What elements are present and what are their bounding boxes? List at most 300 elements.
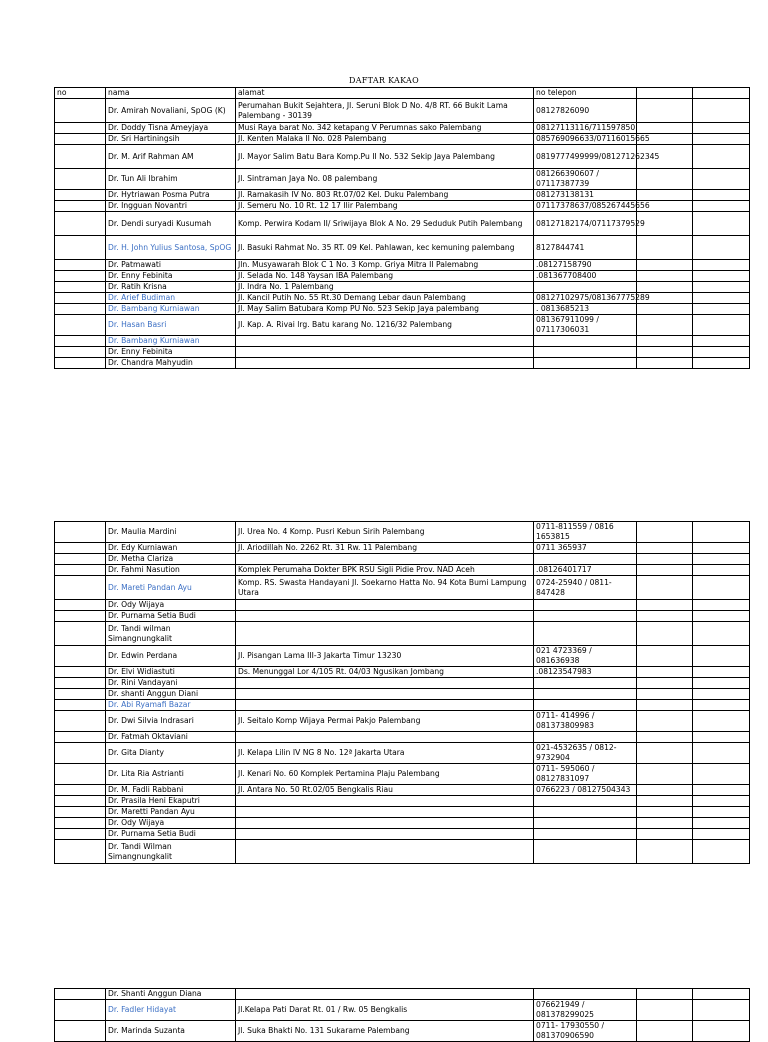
empty-cell xyxy=(637,554,693,565)
name-cell: Dr. Dendi suryadi Kusumah xyxy=(106,212,236,236)
table-row xyxy=(55,1021,750,1042)
address-cell: Komp. RS. Swasta Handayani Jl. Soekarno Hatta No. 94 Kota Bumi Lampung Utara xyxy=(236,576,534,600)
phone-cell: 8127844741 xyxy=(534,236,637,260)
phone-cell: 076621949 / 081378299025 xyxy=(534,1000,637,1021)
empty-cell xyxy=(693,88,750,99)
name-cell: Dr. Maretti Pandan Ayu xyxy=(106,807,236,818)
name-cell: Dr. Hytriawan Posma Putra xyxy=(106,190,236,201)
phone-cell xyxy=(534,600,637,611)
phone-cell: 081367911099 / 07117306031 xyxy=(534,315,637,336)
no-cell xyxy=(55,304,106,315)
no-cell xyxy=(55,711,106,732)
phone-cell: 07117378637/085267445656 xyxy=(534,201,637,212)
empty-cell xyxy=(637,611,693,622)
phone-cell: 0711- 414996 / 081373809983 xyxy=(534,711,637,732)
empty-cell xyxy=(637,678,693,689)
table-row xyxy=(55,212,750,236)
empty-cell xyxy=(637,576,693,600)
no-cell xyxy=(55,1000,106,1021)
no-cell xyxy=(55,260,106,271)
empty-cell xyxy=(637,282,693,293)
phone-cell: .08126401717 xyxy=(534,565,637,576)
no-cell xyxy=(55,764,106,785)
phone-cell: 0711- 595060 / 08127831097 xyxy=(534,764,637,785)
address-cell xyxy=(236,829,534,840)
name-cell: Dr. Arief Budiman xyxy=(106,293,236,304)
table-row xyxy=(55,201,750,212)
empty-cell xyxy=(693,123,750,134)
empty-cell xyxy=(637,336,693,347)
empty-cell xyxy=(693,1000,750,1021)
empty-cell xyxy=(693,565,750,576)
empty-cell xyxy=(637,711,693,732)
address-cell: Komp. Perwira Kodam II/ Sriwijaya Blok A No. 29 Seduduk Putih Palembang xyxy=(236,212,534,236)
table-row xyxy=(55,123,750,134)
name-cell: Dr. Sri Hartiningsih xyxy=(106,134,236,145)
name-cell: Dr. Enny Febinita xyxy=(106,271,236,282)
empty-cell xyxy=(637,304,693,315)
table-row xyxy=(55,818,750,829)
no-cell xyxy=(55,99,106,123)
empty-cell xyxy=(693,576,750,600)
address-cell xyxy=(236,554,534,565)
empty-cell xyxy=(637,565,693,576)
name-cell: Dr. Hasan Basri xyxy=(106,315,236,336)
table-row xyxy=(55,1000,750,1021)
no-cell xyxy=(55,600,106,611)
address-cell: Jl. Kap. A. Rivai lrg. Batu karang No. 1216/32 Palembang xyxy=(236,315,534,336)
address-cell: Jl. Antara No. 50 Rt.02/05 Bengkalis Riau xyxy=(236,785,534,796)
phone-cell xyxy=(534,622,637,646)
no-cell xyxy=(55,796,106,807)
empty-cell xyxy=(637,796,693,807)
empty-cell xyxy=(693,646,750,667)
empty-cell xyxy=(637,764,693,785)
phone-cell xyxy=(534,347,637,358)
no-cell xyxy=(55,611,106,622)
document-title: DAFTAR KAKAO xyxy=(348,76,419,85)
address-cell: Jl. Ramakasih IV No. 803 Rt.07/02 Kel. Duku Palembang xyxy=(236,190,534,201)
table-row xyxy=(55,764,750,785)
phone-cell xyxy=(534,840,637,864)
phone-cell xyxy=(534,554,637,565)
address-cell: Komplek Perumaha Dokter BPK RSU Sigli Pidie Prov. NAD Aceh xyxy=(236,565,534,576)
address-cell: Jl.Kelapa Pati Darat Rt. 01 / Rw. 05 Bengkalis xyxy=(236,1000,534,1021)
no-cell xyxy=(55,818,106,829)
table-row xyxy=(55,293,750,304)
phone-cell: 08127113116/711597850 xyxy=(534,123,637,134)
empty-cell xyxy=(693,145,750,169)
table-row xyxy=(55,743,750,764)
empty-cell xyxy=(693,522,750,543)
no-cell xyxy=(55,134,106,145)
empty-cell xyxy=(693,989,750,1000)
empty-cell xyxy=(693,282,750,293)
no-cell xyxy=(55,840,106,864)
address-cell xyxy=(236,796,534,807)
phone-cell xyxy=(534,678,637,689)
phone-cell xyxy=(534,336,637,347)
name-cell: Dr. Rini Vandayani xyxy=(106,678,236,689)
name-cell: Dr. Elvi Widiastuti xyxy=(106,667,236,678)
name-cell: Dr. Purnama Setia Budi xyxy=(106,611,236,622)
no-cell xyxy=(55,807,106,818)
no-cell xyxy=(55,315,106,336)
no-cell xyxy=(55,347,106,358)
empty-cell xyxy=(637,689,693,700)
empty-cell xyxy=(693,201,750,212)
name-cell: Dr. Fatmah Oktaviani xyxy=(106,732,236,743)
table-row xyxy=(55,646,750,667)
empty-cell xyxy=(637,236,693,260)
no-cell xyxy=(55,293,106,304)
empty-cell xyxy=(693,190,750,201)
address-cell: Jl. Selada No. 148 Yaysan IBA Palembang xyxy=(236,271,534,282)
address-cell: Jl. Suka Bhakti No. 131 Sukarame Palembang xyxy=(236,1021,534,1042)
no-cell xyxy=(55,989,106,1000)
contacts-table-3 xyxy=(54,988,750,1042)
empty-cell xyxy=(637,807,693,818)
empty-cell xyxy=(693,700,750,711)
address-cell xyxy=(236,818,534,829)
empty-cell xyxy=(637,622,693,646)
phone-cell: 0711- 17930550 / 081370906590 xyxy=(534,1021,637,1042)
table-row xyxy=(55,554,750,565)
table-row xyxy=(55,282,750,293)
empty-cell xyxy=(693,212,750,236)
table-row xyxy=(55,260,750,271)
empty-cell xyxy=(693,236,750,260)
table-row xyxy=(55,732,750,743)
no-cell xyxy=(55,667,106,678)
empty-cell xyxy=(637,358,693,369)
address-cell: Jl. Semeru No. 10 Rt. 12 17 Ilir Palembang xyxy=(236,201,534,212)
table-row xyxy=(55,236,750,260)
table-row xyxy=(55,315,750,336)
address-cell xyxy=(236,358,534,369)
address-cell: Jl. Pisangan Lama III-3 Jakarta Timur 13230 xyxy=(236,646,534,667)
no-cell xyxy=(55,700,106,711)
phone-cell: 085769096633/07116015665 xyxy=(534,134,637,145)
address-cell: Jln. Musyawarah Blok C 1 No. 3 Komp. Griya Mitra II Palemabng xyxy=(236,260,534,271)
name-cell: Dr. Edwin Perdana xyxy=(106,646,236,667)
empty-cell xyxy=(637,169,693,190)
empty-cell xyxy=(637,829,693,840)
no-cell xyxy=(55,743,106,764)
table-row xyxy=(55,543,750,554)
table-row xyxy=(55,689,750,700)
empty-cell xyxy=(693,807,750,818)
empty-cell xyxy=(693,336,750,347)
empty-cell xyxy=(637,818,693,829)
empty-cell xyxy=(637,347,693,358)
phone-cell: 0711-811559 / 0816 1653815 xyxy=(534,522,637,543)
name-cell: Dr. shanti Anggun Diani xyxy=(106,689,236,700)
phone-cell xyxy=(534,611,637,622)
phone-cell: 081273138131 xyxy=(534,190,637,201)
table-row xyxy=(55,522,750,543)
address-cell: Jl. Indra No. 1 Palembang xyxy=(236,282,534,293)
name-cell: Dr. Bambang Kurniawan xyxy=(106,304,236,315)
table-row xyxy=(55,336,750,347)
empty-cell xyxy=(693,358,750,369)
name-cell: Dr. Prasila Heni Ekaputri xyxy=(106,796,236,807)
empty-cell xyxy=(693,829,750,840)
phone-cell xyxy=(534,989,637,1000)
name-cell: Dr. Mareti Pandan Ayu xyxy=(106,576,236,600)
empty-cell xyxy=(637,315,693,336)
name-cell: Dr. Chandra Mahyudin xyxy=(106,358,236,369)
empty-cell xyxy=(693,622,750,646)
address-cell xyxy=(236,336,534,347)
empty-cell xyxy=(693,260,750,271)
phone-cell: 021 4723369 / 081636938 xyxy=(534,646,637,667)
address-cell: Jl. Ariodillah No. 2262 Rt. 31 Rw. 11 Palembang xyxy=(236,543,534,554)
phone-cell xyxy=(534,358,637,369)
no-cell xyxy=(55,201,106,212)
phone-cell: 0724-25940 / 0811-847428 xyxy=(534,576,637,600)
phone-cell: 0711 365937 xyxy=(534,543,637,554)
table-row xyxy=(55,711,750,732)
phone-cell xyxy=(534,807,637,818)
no-cell xyxy=(55,145,106,169)
empty-cell xyxy=(693,1021,750,1042)
header-no: no xyxy=(55,88,106,99)
empty-cell xyxy=(637,600,693,611)
empty-cell xyxy=(693,840,750,864)
phone-cell xyxy=(534,818,637,829)
name-cell: Dr. Amirah Novaliani, SpOG (K) xyxy=(106,99,236,123)
empty-cell xyxy=(693,169,750,190)
no-cell xyxy=(55,829,106,840)
no-cell xyxy=(55,236,106,260)
table-row xyxy=(55,134,750,145)
address-cell xyxy=(236,622,534,646)
empty-cell xyxy=(693,543,750,554)
phone-cell: 081266390607 / 07117387739 xyxy=(534,169,637,190)
name-cell: Dr. Purnama Setia Budi xyxy=(106,829,236,840)
phone-cell xyxy=(534,689,637,700)
empty-cell xyxy=(693,293,750,304)
empty-cell xyxy=(693,689,750,700)
header-row xyxy=(55,88,750,99)
address-cell: Jl. Urea No. 4 Komp. Pusri Kebun Sirih Palembang xyxy=(236,522,534,543)
name-cell: Dr. H. John Yulius Santosa, SpOG xyxy=(106,236,236,260)
name-cell: Dr. Tandi Wilman Simangnungkalit xyxy=(106,840,236,864)
no-cell xyxy=(55,678,106,689)
address-cell xyxy=(236,611,534,622)
name-cell: Dr. Metha Clariza xyxy=(106,554,236,565)
name-cell: Dr. Maulia Mardini xyxy=(106,522,236,543)
no-cell xyxy=(55,522,106,543)
table-row xyxy=(55,989,750,1000)
no-cell xyxy=(55,543,106,554)
empty-cell xyxy=(693,764,750,785)
name-cell: Dr. Dwi Silvia Indrasari xyxy=(106,711,236,732)
empty-cell xyxy=(637,123,693,134)
table-row xyxy=(55,565,750,576)
phone-cell: .081367708400 xyxy=(534,271,637,282)
address-cell: Jl. Sintraman Jaya No. 08 palembang xyxy=(236,169,534,190)
empty-cell xyxy=(693,796,750,807)
phone-cell: 021-4532635 / 0812-9732904 xyxy=(534,743,637,764)
table-row xyxy=(55,190,750,201)
empty-cell xyxy=(693,600,750,611)
table-row xyxy=(55,358,750,369)
empty-cell xyxy=(637,1021,693,1042)
no-cell xyxy=(55,190,106,201)
no-cell xyxy=(55,282,106,293)
table-row xyxy=(55,667,750,678)
empty-cell xyxy=(693,678,750,689)
no-cell xyxy=(55,1021,106,1042)
address-cell xyxy=(236,700,534,711)
empty-cell xyxy=(637,732,693,743)
no-cell xyxy=(55,646,106,667)
address-cell: Jl. Kenten Malaka II No. 028 Palembang xyxy=(236,134,534,145)
empty-cell xyxy=(637,190,693,201)
no-cell xyxy=(55,336,106,347)
empty-cell xyxy=(693,785,750,796)
no-cell xyxy=(55,622,106,646)
name-cell: Dr. Lita Ria Astrianti xyxy=(106,764,236,785)
phone-cell xyxy=(534,282,637,293)
empty-cell xyxy=(693,554,750,565)
contacts-table-1 xyxy=(54,87,750,369)
contacts-table-2 xyxy=(54,521,750,864)
address-cell xyxy=(236,807,534,818)
empty-cell xyxy=(637,99,693,123)
empty-cell xyxy=(637,260,693,271)
name-cell: Dr. Ingguan Novantri xyxy=(106,201,236,212)
address-cell: Jl. Mayor Salim Batu Bara Komp.Pu II No. 532 Sekip Jaya Palembang xyxy=(236,145,534,169)
empty-cell xyxy=(693,271,750,282)
address-cell xyxy=(236,732,534,743)
phone-cell xyxy=(534,732,637,743)
address-cell: Jl. Basuki Rahmat No. 35 RT. 09 Kel. Pahlawan, kec kemuning palembang xyxy=(236,236,534,260)
table-row xyxy=(55,271,750,282)
empty-cell xyxy=(637,700,693,711)
empty-cell xyxy=(637,785,693,796)
table-row xyxy=(55,145,750,169)
table-row xyxy=(55,169,750,190)
empty-cell xyxy=(637,88,693,99)
empty-cell xyxy=(693,134,750,145)
name-cell: Dr. Bambang Kurniawan xyxy=(106,336,236,347)
no-cell xyxy=(55,271,106,282)
no-cell xyxy=(55,554,106,565)
address-cell xyxy=(236,989,534,1000)
table-row xyxy=(55,829,750,840)
name-cell: Dr. Tun Ali Ibrahim xyxy=(106,169,236,190)
no-cell xyxy=(55,785,106,796)
no-cell xyxy=(55,565,106,576)
table-row xyxy=(55,807,750,818)
header-alamat: alamat xyxy=(236,88,534,99)
table-row xyxy=(55,840,750,864)
address-cell: Musi Raya barat No. 342 ketapang V Perumnas sako Palembang xyxy=(236,123,534,134)
empty-cell xyxy=(693,711,750,732)
address-cell: Jl. May Salim Batubara Komp PU No. 523 Sekip Jaya palembang xyxy=(236,304,534,315)
table-row xyxy=(55,99,750,123)
header-nama: nama xyxy=(106,88,236,99)
table-row xyxy=(55,600,750,611)
address-cell: Jl. Kancil Putih No. 55 Rt.30 Demang Lebar daun Palembang xyxy=(236,293,534,304)
table-row xyxy=(55,785,750,796)
address-cell: Jl. Kelapa Lilin IV NG 8 No. 12ª Jakarta Utara xyxy=(236,743,534,764)
empty-cell xyxy=(693,667,750,678)
phone-cell: 0819777499999/081271262345 xyxy=(534,145,637,169)
phone-cell: .08123547983 xyxy=(534,667,637,678)
address-cell: Perumahan Bukit Sejahtera, Jl. Seruni Blok D No. 4/8 RT. 66 Bukit Lama Palembang - 30139 xyxy=(236,99,534,123)
address-cell xyxy=(236,689,534,700)
empty-cell xyxy=(637,646,693,667)
empty-cell xyxy=(693,611,750,622)
empty-cell xyxy=(693,315,750,336)
empty-cell xyxy=(637,840,693,864)
empty-cell xyxy=(693,304,750,315)
table-row xyxy=(55,347,750,358)
phone-cell: 08127102975/081367775289 xyxy=(534,293,637,304)
table-row xyxy=(55,622,750,646)
name-cell: Dr. Ratih Krisna xyxy=(106,282,236,293)
name-cell: Dr. Ody Wijaya xyxy=(106,818,236,829)
phone-cell: . 0813685213 xyxy=(534,304,637,315)
table-row xyxy=(55,678,750,689)
name-cell: Dr. M. Fadli Rabbani xyxy=(106,785,236,796)
phone-cell: .08127158790 xyxy=(534,260,637,271)
no-cell xyxy=(55,169,106,190)
no-cell xyxy=(55,212,106,236)
no-cell xyxy=(55,123,106,134)
name-cell: Dr. Ody Wijaya xyxy=(106,600,236,611)
name-cell: Dr. Tandi wilman Simangnungkalit xyxy=(106,622,236,646)
empty-cell xyxy=(693,818,750,829)
empty-cell xyxy=(637,543,693,554)
empty-cell xyxy=(693,732,750,743)
address-cell: Jl. Kenari No. 60 Komplek Pertamina Plaju Palembang xyxy=(236,764,534,785)
no-cell xyxy=(55,576,106,600)
empty-cell xyxy=(637,271,693,282)
address-cell xyxy=(236,600,534,611)
table-row xyxy=(55,304,750,315)
name-cell: Dr. Fadler Hidayat xyxy=(106,1000,236,1021)
name-cell: Dr. Doddy Tisna Ameyjaya xyxy=(106,123,236,134)
table-row xyxy=(55,796,750,807)
empty-cell xyxy=(693,347,750,358)
name-cell: Dr. Abi Ryamafi Bazar xyxy=(106,700,236,711)
empty-cell xyxy=(637,743,693,764)
name-cell: Dr. Enny Febinita xyxy=(106,347,236,358)
no-cell xyxy=(55,689,106,700)
name-cell: Dr. Patmawati xyxy=(106,260,236,271)
empty-cell xyxy=(637,989,693,1000)
no-cell xyxy=(55,732,106,743)
name-cell: Dr. Fahmi Nasution xyxy=(106,565,236,576)
empty-cell xyxy=(637,1000,693,1021)
name-cell: Dr. Marinda Suzanta xyxy=(106,1021,236,1042)
address-cell: Jl. Seitalo Komp Wijaya Permai Pakjo Palembang xyxy=(236,711,534,732)
empty-cell xyxy=(637,667,693,678)
table-row xyxy=(55,611,750,622)
phone-cell: 08127182174/07117379529 xyxy=(534,212,637,236)
phone-cell xyxy=(534,700,637,711)
name-cell: Dr. Shanti Anggun Diana xyxy=(106,989,236,1000)
phone-cell xyxy=(534,829,637,840)
table-row xyxy=(55,576,750,600)
address-cell: Ds. Menunggal Lor 4/105 Rt. 04/03 Ngusikan Jombang xyxy=(236,667,534,678)
empty-cell xyxy=(637,522,693,543)
